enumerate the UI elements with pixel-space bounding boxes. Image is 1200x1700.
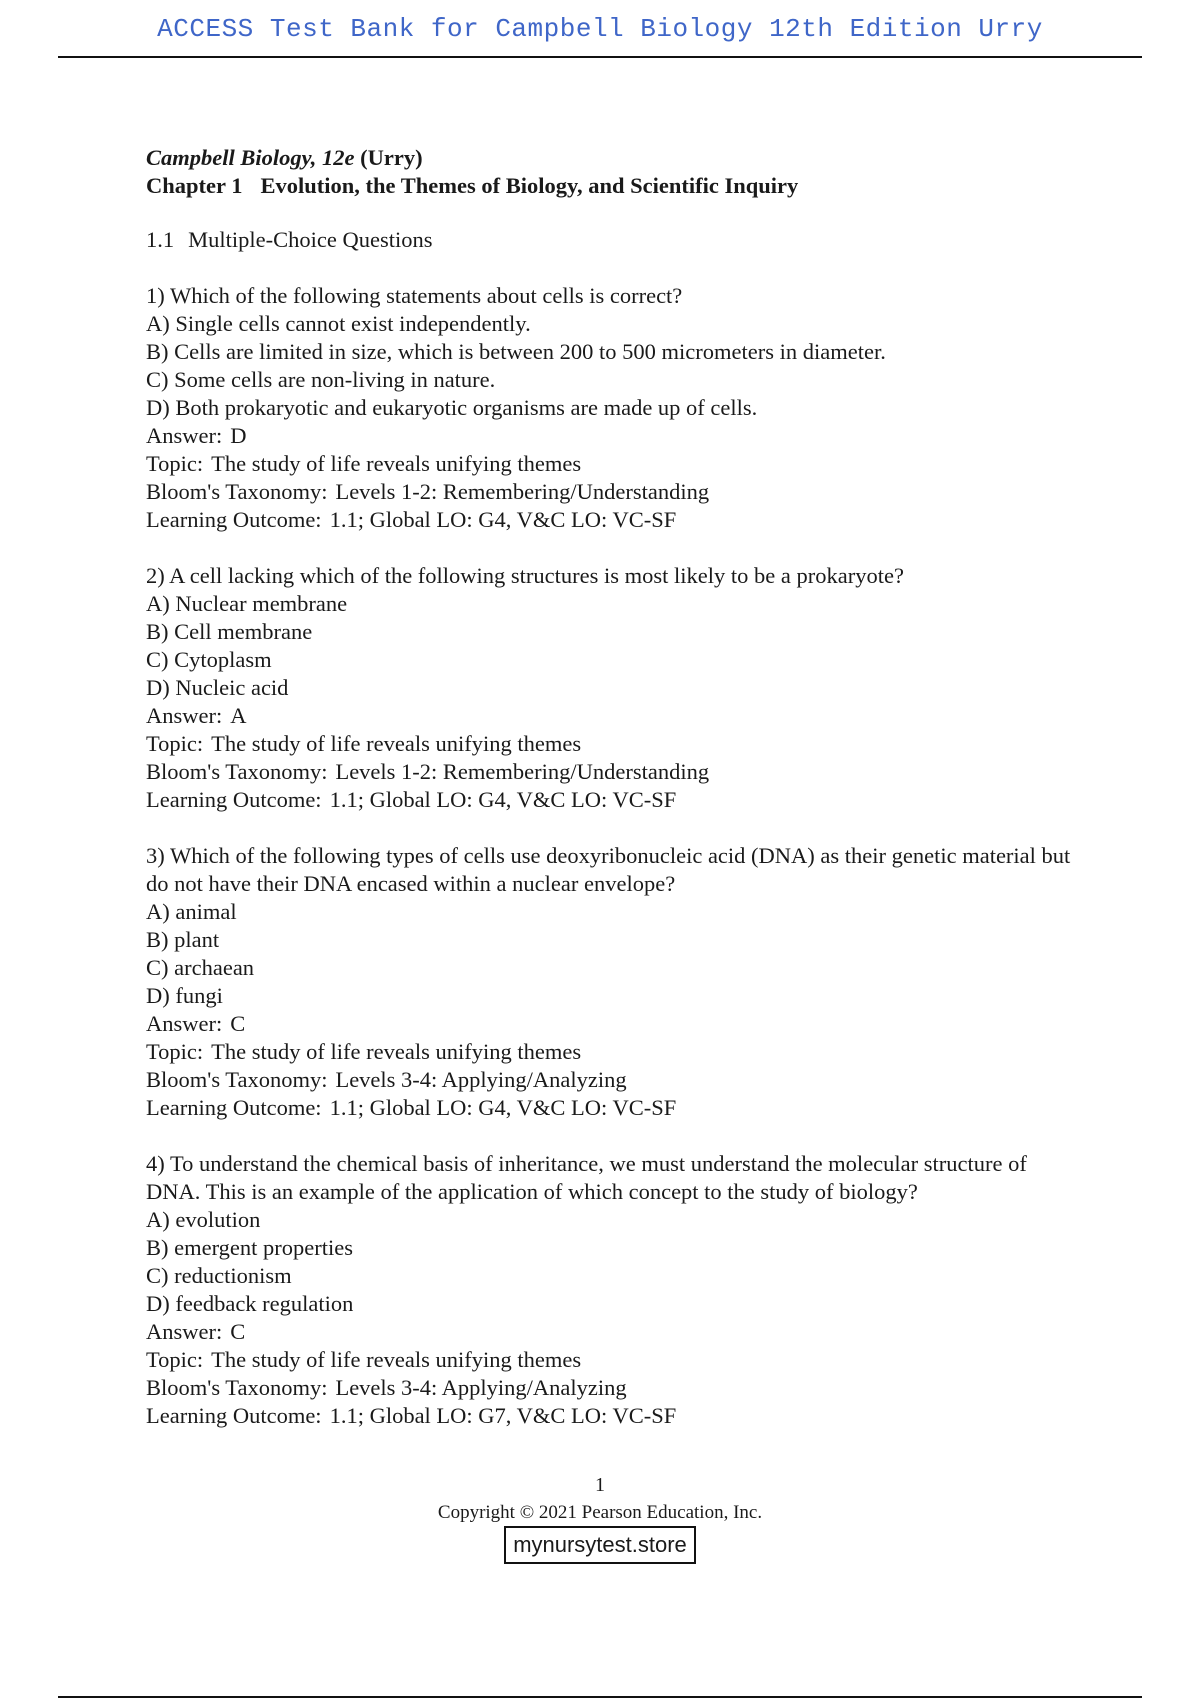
copyright-notice: Copyright © 2021 Pearson Education, Inc. <box>437 1502 763 1523</box>
blooms-value: Levels 1-2: Remembering/Understanding <box>335 479 710 504</box>
question-2 <box>146 562 1086 814</box>
outcome-value: 1.1; Global LO: G7, V&C LO: VC-SF <box>329 1403 677 1428</box>
blooms-label: Bloom's Taxonomy: <box>146 759 328 784</box>
outcome-value: 1.1; Global LO: G4, V&C LO: VC-SF <box>329 507 677 532</box>
question-1 <box>146 282 1086 534</box>
watermark-label: mynursytest.store <box>504 1526 696 1564</box>
blooms-label: Bloom's Taxonomy: <box>146 479 328 504</box>
question-3 <box>146 842 1086 1122</box>
topic-label: Topic: <box>146 1039 204 1064</box>
answer-line <box>146 1010 1086 1038</box>
question-stem: 1) Which of the following statements about cells is correct? <box>146 283 683 308</box>
answer-option: B) Cells are limited in size, which is between 200 to 500 micrometers in diameter. <box>146 339 886 364</box>
book-title: Campbell Biology, 12e <box>146 145 355 170</box>
question-stem: 4) To understand the chemical basis of inheritance, we must understand the molecular structure of DNA. This is an example of the application of which concept to the study of biology? <box>146 1151 1027 1204</box>
blooms-line <box>146 1066 1086 1094</box>
chapter-title: Evolution, the Themes of Biology, and Scientific Inquiry <box>260 173 799 198</box>
topic-label: Topic: <box>146 731 204 756</box>
blooms-line <box>146 758 1086 786</box>
answer-option: A) evolution <box>146 1207 261 1232</box>
chapter-label: Chapter 1 <box>146 173 243 198</box>
outcome-line <box>146 1094 1086 1122</box>
outcome-line <box>146 1402 1086 1430</box>
topic-label: Topic: <box>146 451 204 476</box>
blooms-line <box>146 1374 1086 1402</box>
blooms-label: Bloom's Taxonomy: <box>146 1067 328 1092</box>
topic-value: The study of life reveals unifying themes <box>211 1347 582 1372</box>
topic-label: Topic: <box>146 1347 204 1372</box>
section-number: 1.1 <box>146 227 175 252</box>
answer-value: C <box>230 1011 246 1036</box>
book-author: (Urry) <box>360 145 423 170</box>
answer-option: B) emergent properties <box>146 1235 354 1260</box>
footer-divider <box>58 1696 1142 1698</box>
answer-option: B) Cell membrane <box>146 619 313 644</box>
blooms-value: Levels 3-4: Applying/Analyzing <box>335 1067 627 1092</box>
page-header-title: ACCESS Test Bank for Campbell Biology 12th Edition Urry <box>157 14 1043 44</box>
outcome-value: 1.1; Global LO: G4, V&C LO: VC-SF <box>329 1095 677 1120</box>
answer-option: D) fungi <box>146 983 223 1008</box>
answer-option: C) Some cells are non-living in nature. <box>146 367 496 392</box>
outcome-value: 1.1; Global LO: G4, V&C LO: VC-SF <box>329 787 677 812</box>
page-number: 1 <box>595 1474 605 1496</box>
answer-option: A) animal <box>146 899 237 924</box>
answer-option: C) reductionism <box>146 1263 292 1288</box>
answer-value: A <box>230 703 247 728</box>
outcome-label: Learning Outcome: <box>146 507 322 532</box>
answer-line <box>146 422 1086 450</box>
outcome-line <box>146 506 1086 534</box>
watermark-container <box>0 1526 1200 1564</box>
outcome-label: Learning Outcome: <box>146 787 322 812</box>
topic-value: The study of life reveals unifying themes <box>211 731 582 756</box>
topic-line <box>146 1346 1086 1374</box>
question-stem: 3) Which of the following types of cells use deoxyribonucleic acid (DNA) as their genetic material but do not have their DNA encased within a nuclear envelope? <box>146 843 1071 896</box>
section-heading <box>146 226 1086 254</box>
blooms-label: Bloom's Taxonomy: <box>146 1375 328 1400</box>
question-stem: 2) A cell lacking which of the following structures is most likely to be a prokaryote? <box>146 563 904 588</box>
blooms-value: Levels 1-2: Remembering/Understanding <box>335 759 710 784</box>
topic-line <box>146 450 1086 478</box>
answer-option: C) archaean <box>146 955 255 980</box>
answer-line <box>146 1318 1086 1346</box>
blooms-line <box>146 478 1086 506</box>
topic-value: The study of life reveals unifying themes <box>211 1039 582 1064</box>
answer-label: Answer: <box>146 1319 223 1344</box>
answer-value: D <box>230 423 247 448</box>
outcome-line <box>146 786 1086 814</box>
answer-option: A) Nuclear membrane <box>146 591 348 616</box>
topic-line <box>146 730 1086 758</box>
answer-option: D) Nucleic acid <box>146 675 289 700</box>
answer-value: C <box>230 1319 246 1344</box>
answer-label: Answer: <box>146 703 223 728</box>
answer-option: D) feedback regulation <box>146 1291 354 1316</box>
answer-option: A) Single cells cannot exist independently. <box>146 311 531 336</box>
topic-line <box>146 1038 1086 1066</box>
answer-label: Answer: <box>146 423 223 448</box>
chapter-heading <box>146 172 1086 200</box>
outcome-label: Learning Outcome: <box>146 1095 322 1120</box>
blooms-value: Levels 3-4: Applying/Analyzing <box>335 1375 627 1400</box>
book-info <box>146 144 1086 172</box>
question-4 <box>146 1150 1086 1430</box>
answer-option: B) plant <box>146 927 220 952</box>
header-divider <box>58 56 1142 58</box>
outcome-label: Learning Outcome: <box>146 1403 322 1428</box>
answer-option: C) Cytoplasm <box>146 647 272 672</box>
document-body <box>146 144 1086 1430</box>
topic-value: The study of life reveals unifying themes <box>211 451 582 476</box>
answer-line <box>146 702 1086 730</box>
answer-label: Answer: <box>146 1011 223 1036</box>
section-title: Multiple-Choice Questions <box>188 227 433 252</box>
answer-option: D) Both prokaryotic and eukaryotic organisms are made up of cells. <box>146 395 758 420</box>
